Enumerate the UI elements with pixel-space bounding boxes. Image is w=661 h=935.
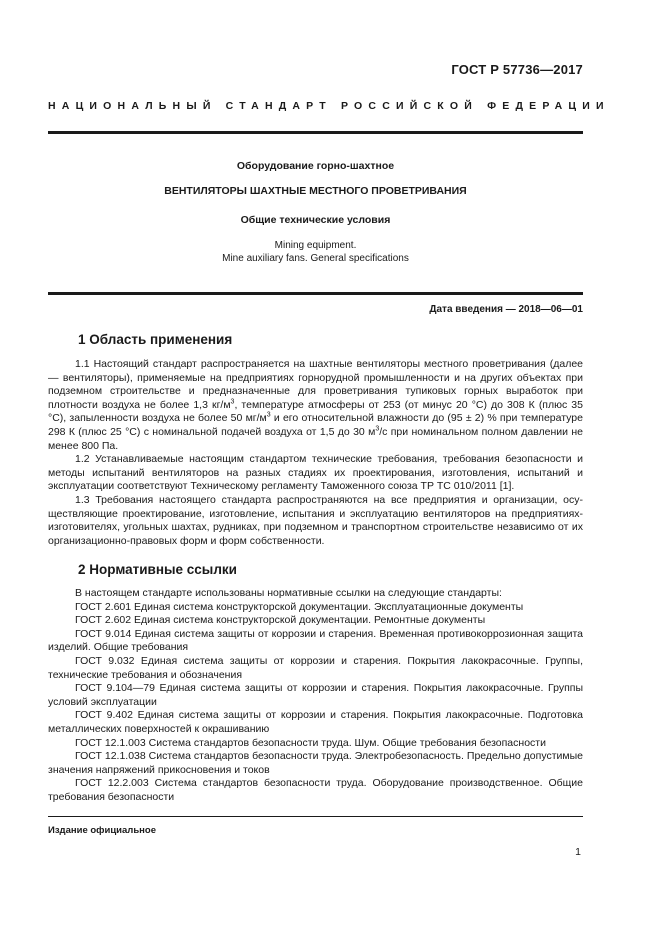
document-title: ВЕНТИЛЯТОРЫ ШАХТНЫЕ МЕСТНОГО ПРОВЕТРИВАНИЯ bbox=[164, 185, 467, 197]
reference-item: ГОСТ 2.602 Единая система конструкторской документации. Ремонтные документы bbox=[75, 614, 486, 627]
document-subtitle: Общие технические условия bbox=[240, 214, 391, 226]
section-1-body bbox=[48, 358, 583, 548]
page-number: 1 bbox=[575, 846, 581, 858]
document-subject: Оборудование горно-шахтное bbox=[236, 160, 395, 172]
paragraph-1-2: 1.2 Устанавливаемые настоящим стандартом технические требования, требования безопасности и методы испытаний вентиляторов на разных стадиях их проектирования, изготовления, испытаний и эксплуатации соответствуют Техническому регламенту Таможенного союза ТР ТС 010/2011 [1]. bbox=[48, 453, 583, 493]
introduction-date: Дата введения — 2018—06—01 bbox=[429, 304, 583, 315]
standard-number: ГОСТ Р 57736—2017 bbox=[451, 62, 583, 77]
english-title-line-1: Mining equipment. bbox=[274, 240, 357, 251]
footer-divider bbox=[48, 816, 583, 817]
section-2-heading: 2 Нормативные ссылки bbox=[78, 562, 237, 577]
reference-item: ГОСТ 9.402 Единая система защиты от коррозии и старения. Покрытия лакокрасочные. Подготовка металлических поверхностей к окрашиванию bbox=[48, 709, 583, 735]
reference-item: ГОСТ 9.104—79 Единая система защиты от коррозии и старения. Покрытия лакокрасочные. Группы условий эксплуатации bbox=[48, 682, 583, 708]
references-intro: В настоящем стандарте использованы нормативные ссылки на следующие стандарты: bbox=[75, 587, 502, 599]
section-2-body bbox=[48, 587, 583, 805]
reference-item: ГОСТ 12.1.003 Система стандартов безопасности труда. Шум. Общие требования безопасности bbox=[75, 736, 546, 749]
reference-item: ГОСТ 12.1.038 Система стандартов безопасности труда. Электробезопасность. Предельно допустимые значения напряжений прикосновения и токов bbox=[48, 750, 583, 776]
english-title-line-2: Mine auxiliary fans. General specifications bbox=[222, 253, 409, 264]
header-divider bbox=[48, 131, 583, 134]
paragraph-1-1: 1.1 Настоящий стандарт распространяется на шахтные вентиляторы местного проветривания (далее — вентиляторы), применяемые на предприятиях горнорудной промышленности и на других объектах при подземном строительстве и предназначенные для проветривания тупиковых горных выработок при плотности воздуха не более 1,3 $кг/м^3$, температуре атмосферы от 253 (от минус 20 °С) до 308 К (плюс 35 °С), запыленности воздуха не более 50 $мг/м^3$ и его относительной влажности до (95 ± 2) % при температуре 298 К (плюс 25 °С) с номинальной подачей воздуха от 1,5 до 30 $м^3/с$ при номинальном полном давлении не менее 800 Па. bbox=[48, 358, 583, 452]
paragraph-1-3: 1.3 Требования настоящего стандарта распространяются на все предприятия и организации, осуществляющие проектирование, изготовление, испытания и эксплуатацию вентиляторов на предприятиях-изготовителях, угольных шахтах, рудниках, при подземном и транспортном строительстве независимо от их организационно-правовых форм и форм собственности. bbox=[48, 493, 583, 547]
title-divider bbox=[48, 292, 583, 295]
national-standard-title: НАЦИОНАЛЬНЫЙ СТАНДАРТ РОССИЙСКОЙ ФЕДЕРАЦИИ bbox=[48, 100, 610, 112]
reference-item: ГОСТ 2.601 Единая система конструкторской документации. Эксплуатационные документы bbox=[75, 600, 524, 613]
reference-item: ГОСТ 12.2.003 Система стандартов безопасности труда. Оборудование производственное. Общие требования безопасности bbox=[48, 777, 583, 803]
reference-item: ГОСТ 9.032 Единая система защиты от коррозии и старения. Покрытия лакокрасочные. Группы, технические требования и обозначения bbox=[48, 654, 583, 681]
reference-item: ГОСТ 9.014 Единая система защиты от коррозии и старения. Временная противокоррозионная защита изделий. Общие требования bbox=[48, 627, 583, 654]
official-edition-label: Издание официальное bbox=[48, 825, 156, 836]
section-1-heading: 1 Область применения bbox=[78, 332, 233, 347]
